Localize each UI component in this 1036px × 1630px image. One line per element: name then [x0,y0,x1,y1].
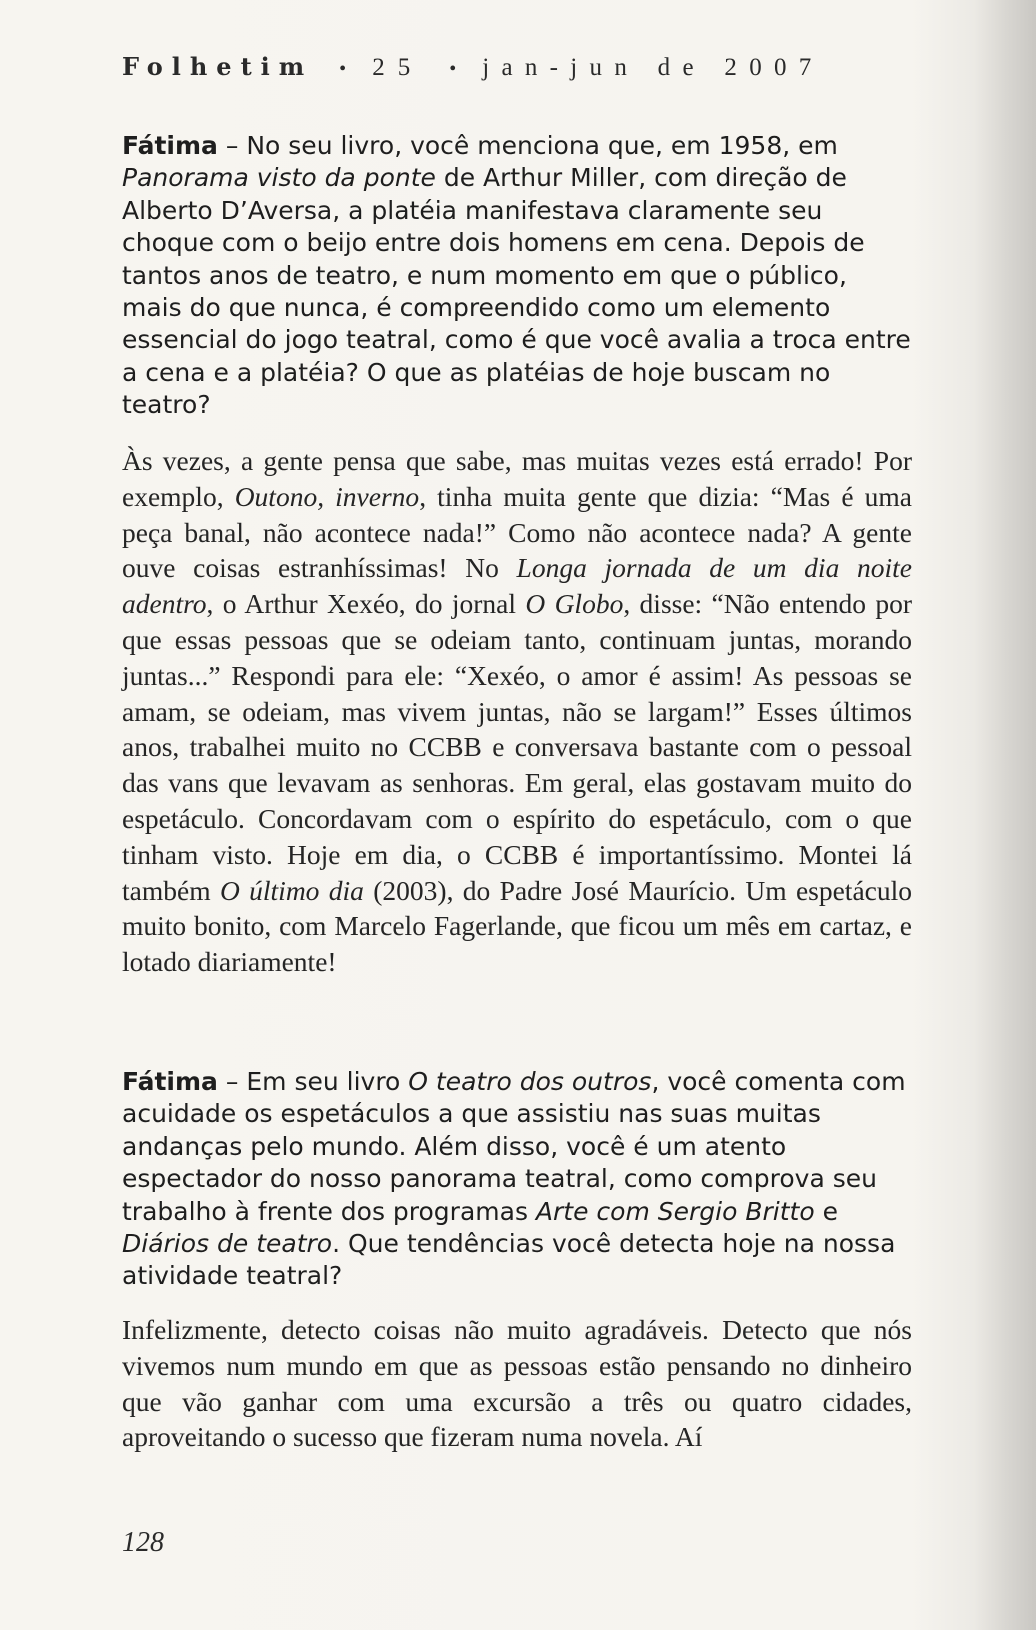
question-text: , você comenta com acuidade os espetáculos a que assistiu nas suas muitas andanças pelo mundo. Além disso, você é um atento espectador do nosso panorama teatral, como comprova seu trabalho à frente dos programas [122,1067,906,1226]
header-bullet: • [339,58,347,80]
question-text: e [814,1196,838,1226]
newspaper-title: O Globo [525,588,624,620]
question-text: . Que tendências você detecta hoje na nossa atividade teatral? [122,1229,896,1291]
question-dash: – [217,1067,247,1096]
program-title: Arte com Sergio Britto [535,1196,815,1226]
answer-text: (2003), do Padre José Maurício. Um espetáculo muito bonito, com Marcelo Fagerlande, que ficou um mês em cartaz, e lotado diariamente! [122,874,912,978]
interviewer-name: Fátima [122,1067,218,1096]
program-title: Diários de teatro [122,1229,333,1259]
answer-text: , disse: “Não entendo por que essas pessoas que se odeiam tanto, continuam juntas, morando juntas...” Respondi para ele: “Xexéo, o amor é assim! As pessoas se amam, se odeiam, mas vivem juntas, não se largam!” Esses últimos anos, trabalhei muito no CCBB e conversava bastante com o pessoal das vans que levavam as senhoras. Em geral, elas gostavam muito do espetáculo. Concordavam com o espírito do espetáculo, com o que tinham visto. Hoje em dia, o CCBB é importantíssimo. Montei lá também [122,588,912,906]
issue-number: 25 [372,54,424,81]
work-title: O teatro dos outros [408,1067,652,1096]
issue-date: jan-jun de 2007 [482,54,824,81]
answer-text: Às vezes, a gente pensa que sabe, mas muitas vezes está errado! Por exemplo, [122,445,912,512]
answer-2 [122,1312,912,1455]
work-title: Outono, inverno [234,480,420,512]
answer-1 [122,443,912,980]
work-title: O último dia [219,874,364,906]
running-header [122,52,912,82]
work-title: Longa jornada de um dia noite adentro [122,552,912,620]
answer-text: , o Arthur Xexéo, do jornal [206,588,526,620]
question-dash: – [217,131,247,160]
question-2 [122,1066,912,1293]
page-number: 128 [122,1527,164,1558]
interviewer-name: Fátima [122,131,218,160]
work-title: Panorama visto da ponte [122,163,436,193]
question-text: de Arthur Miller, com direção de Alberto D’Aversa, a platéia manifestava claramente seu choque com o beijo entre dois homens em cena. Depois de tantos anos de teatro, e num momento em que o público, mais do que nunca, é compreendido como um elemento essencial do jogo teatral, como é que você avalia a troca entre a cena e a platéia? O que as platéias de hoje buscam no teatro? [122,163,911,420]
answer-text: Infelizmente, detecto coisas não muito agradáveis. Detecto que nós vivemos num mundo em que as pessoas estão pensando no dinheiro que vão ganhar com uma excursão a três ou quatro cidades, aproveitando o sucesso que fizeram numa novela. Aí [122,1314,912,1453]
question-text: Em seu livro [246,1067,409,1096]
answer-text: , tinha muita gente que dizia: “Mas é uma peça banal, não acontece nada!” Como não acontece nada? A gente ouve coisas estranhíssimas! No [122,480,912,584]
question-text: No seu livro, você menciona que, em 1958, em [246,131,838,160]
magazine-title: Folhetim [122,52,314,81]
header-bullet: • [449,58,457,80]
question-1 [122,130,912,422]
